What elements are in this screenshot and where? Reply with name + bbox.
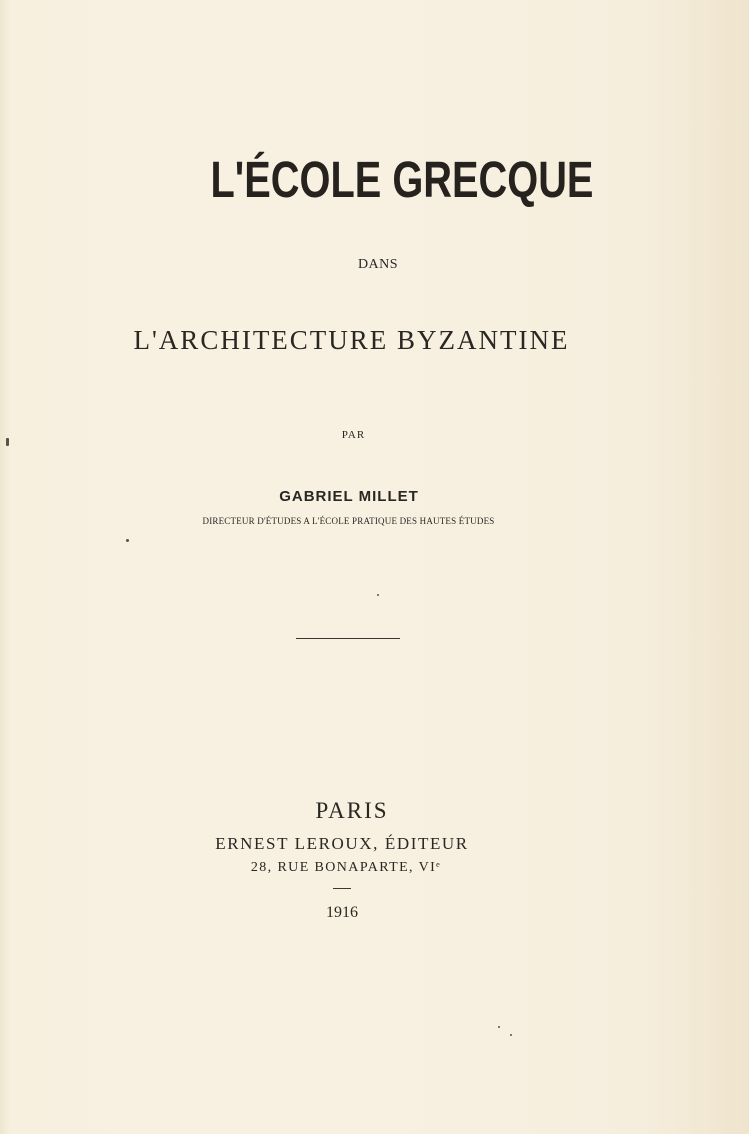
paper-speck [377,594,379,596]
by-line: PAR [341,429,366,441]
paper-speck [510,1034,512,1036]
title-divider [296,638,400,639]
publication-year: 1916 [326,904,358,921]
paper-speck [498,1026,500,1028]
book-title: L'ÉCOLE GRECQUE [210,151,594,208]
paper-speck [6,438,9,446]
publisher-address: 28, RUE BONAPARTE, VIᵉ [250,860,442,875]
book-subtitle: L'ARCHITECTURE BYZANTINE [133,325,570,355]
title-connector: DANS [357,257,399,272]
publisher-name: ERNEST LEROUX, ÉDITEUR [215,834,469,853]
paper-speck [126,539,129,542]
author-name: GABRIEL MILLET [279,488,419,505]
author-affiliation: DIRECTEUR D'ÉTUDES A L'ÉCOLE PRATIQUE DES HAUTES ÉTUDES [202,516,495,526]
publication-city: PARIS [315,798,389,823]
year-separator [333,888,351,889]
